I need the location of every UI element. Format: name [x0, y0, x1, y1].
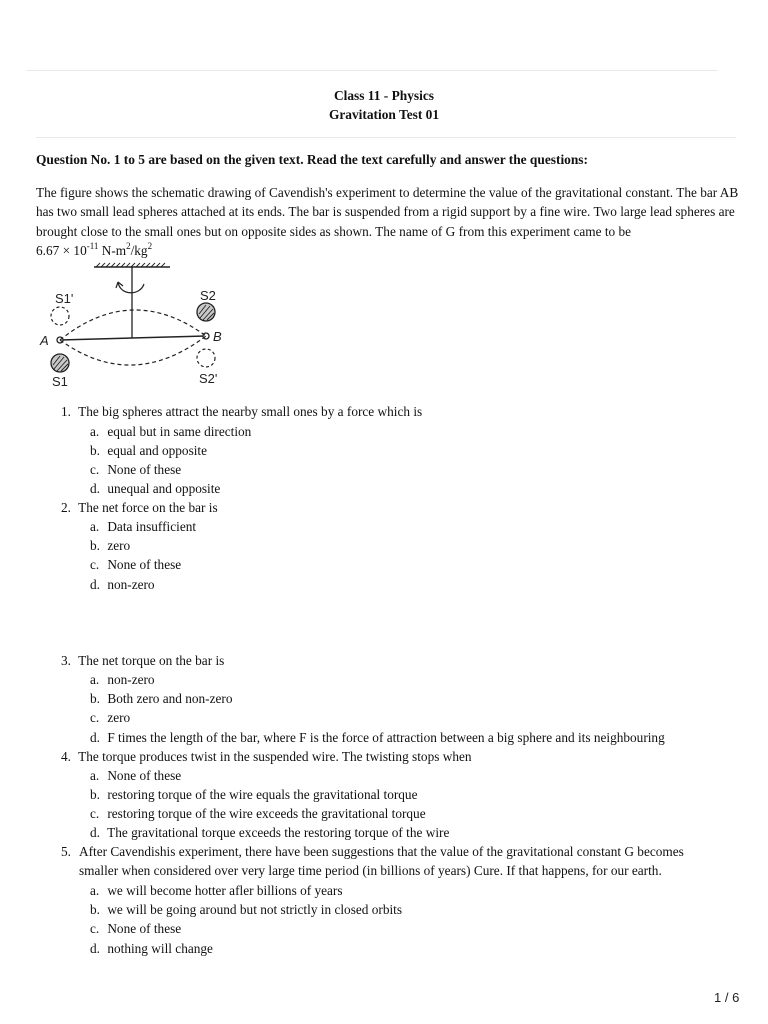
option-4a: a. None of these: [90, 768, 182, 783]
passage-text: The figure shows the schematic drawing of Cavendish's experiment to determine the value of the gravitational constant. The bar AB has two small lead spheres attached at its ends. The bar is suspended from a rigid support by a fine wire. Two large lead spheres are brought close to the small ones but on opposite sides as shown. The name of G from this experiment came to be: [36, 185, 739, 239]
sphere-s1-prime: [51, 307, 69, 325]
option-3b: b. Both zero and non-zero: [90, 691, 233, 706]
option-1b: b. equal and opposite: [90, 443, 208, 458]
question-4: 4. The torque produces twist in the suspended wire. The twisting stops when: [61, 749, 472, 764]
sphere-s2-prime: [197, 349, 215, 367]
question-1: 1. The big spheres attract the nearby small ones by a force which is: [61, 404, 423, 419]
g-value: $6.67 \times 10^{-11}$ $N-m^2/kg^2$: [36, 241, 153, 259]
lower-dashed-arc: [60, 336, 206, 365]
label-s1-prime: S1': [55, 291, 74, 306]
option-1a: a. equal but in same direction: [90, 424, 252, 439]
rigid-support: [94, 263, 170, 267]
question-2: 2. The net force on the bar is: [61, 500, 218, 515]
cavendish-diagram: [36, 262, 232, 392]
label-b: B: [213, 329, 222, 344]
label-s2-prime: S2': [199, 371, 218, 386]
option-3d: d. F times the length of the bar, where F is the force of attraction between a big sphere and its neighbouring: [90, 730, 665, 745]
question-5: 5. After Cavendishis experiment, there have been suggestions that the value of the gravitational constant G becomes smaller when considered over very large time period (in billions of years) Cure. If that happens, for our earth.: [61, 844, 684, 878]
option-5b: b. we will be going around but not strictly in closed orbits: [90, 902, 403, 917]
label-s2: S2: [200, 288, 216, 303]
option-2a: a. Data insufficient: [90, 519, 197, 534]
page-header: [0, 86, 768, 124]
option-1c: c. None of these: [90, 462, 182, 477]
option-2d: d. non-zero: [90, 577, 155, 592]
option-1d: d. unequal and opposite: [90, 481, 221, 496]
test-title: Gravitation Test 01: [328, 107, 440, 122]
header-divider: [36, 137, 736, 138]
class-title: Class 11 - Physics: [333, 88, 435, 103]
option-4d: d. The gravitational torque exceeds the restoring torque of the wire: [90, 825, 450, 840]
bar-ab: [60, 336, 206, 340]
top-divider: [26, 70, 718, 71]
question-3: 3. The net torque on the bar is: [61, 653, 225, 668]
label-s1: S1: [52, 374, 68, 389]
option-5d: d. nothing will change: [90, 941, 213, 956]
instructions: Question No. 1 to 5 are based on the given text. Read the text carefully and answer the questions:: [36, 152, 588, 167]
twist-arrow: [118, 282, 144, 293]
option-5c: c. None of these: [90, 921, 182, 936]
option-4c: c. restoring torque of the wire exceeds the gravitational torque: [90, 806, 426, 821]
option-4b: b. restoring torque of the wire equals the gravitational torque: [90, 787, 418, 802]
upper-dashed-arc: [60, 310, 206, 340]
option-5a: a. we will become hotter afler billions of years: [90, 883, 343, 898]
passage: [36, 183, 740, 261]
option-3a: a. non-zero: [90, 672, 155, 687]
page-indicator: 1 / 6: [714, 990, 740, 1005]
option-3c: c. zero: [90, 710, 131, 725]
option-2b: b. zero: [90, 538, 131, 553]
label-a: A: [40, 333, 49, 348]
option-2c: c. None of these: [90, 557, 182, 572]
